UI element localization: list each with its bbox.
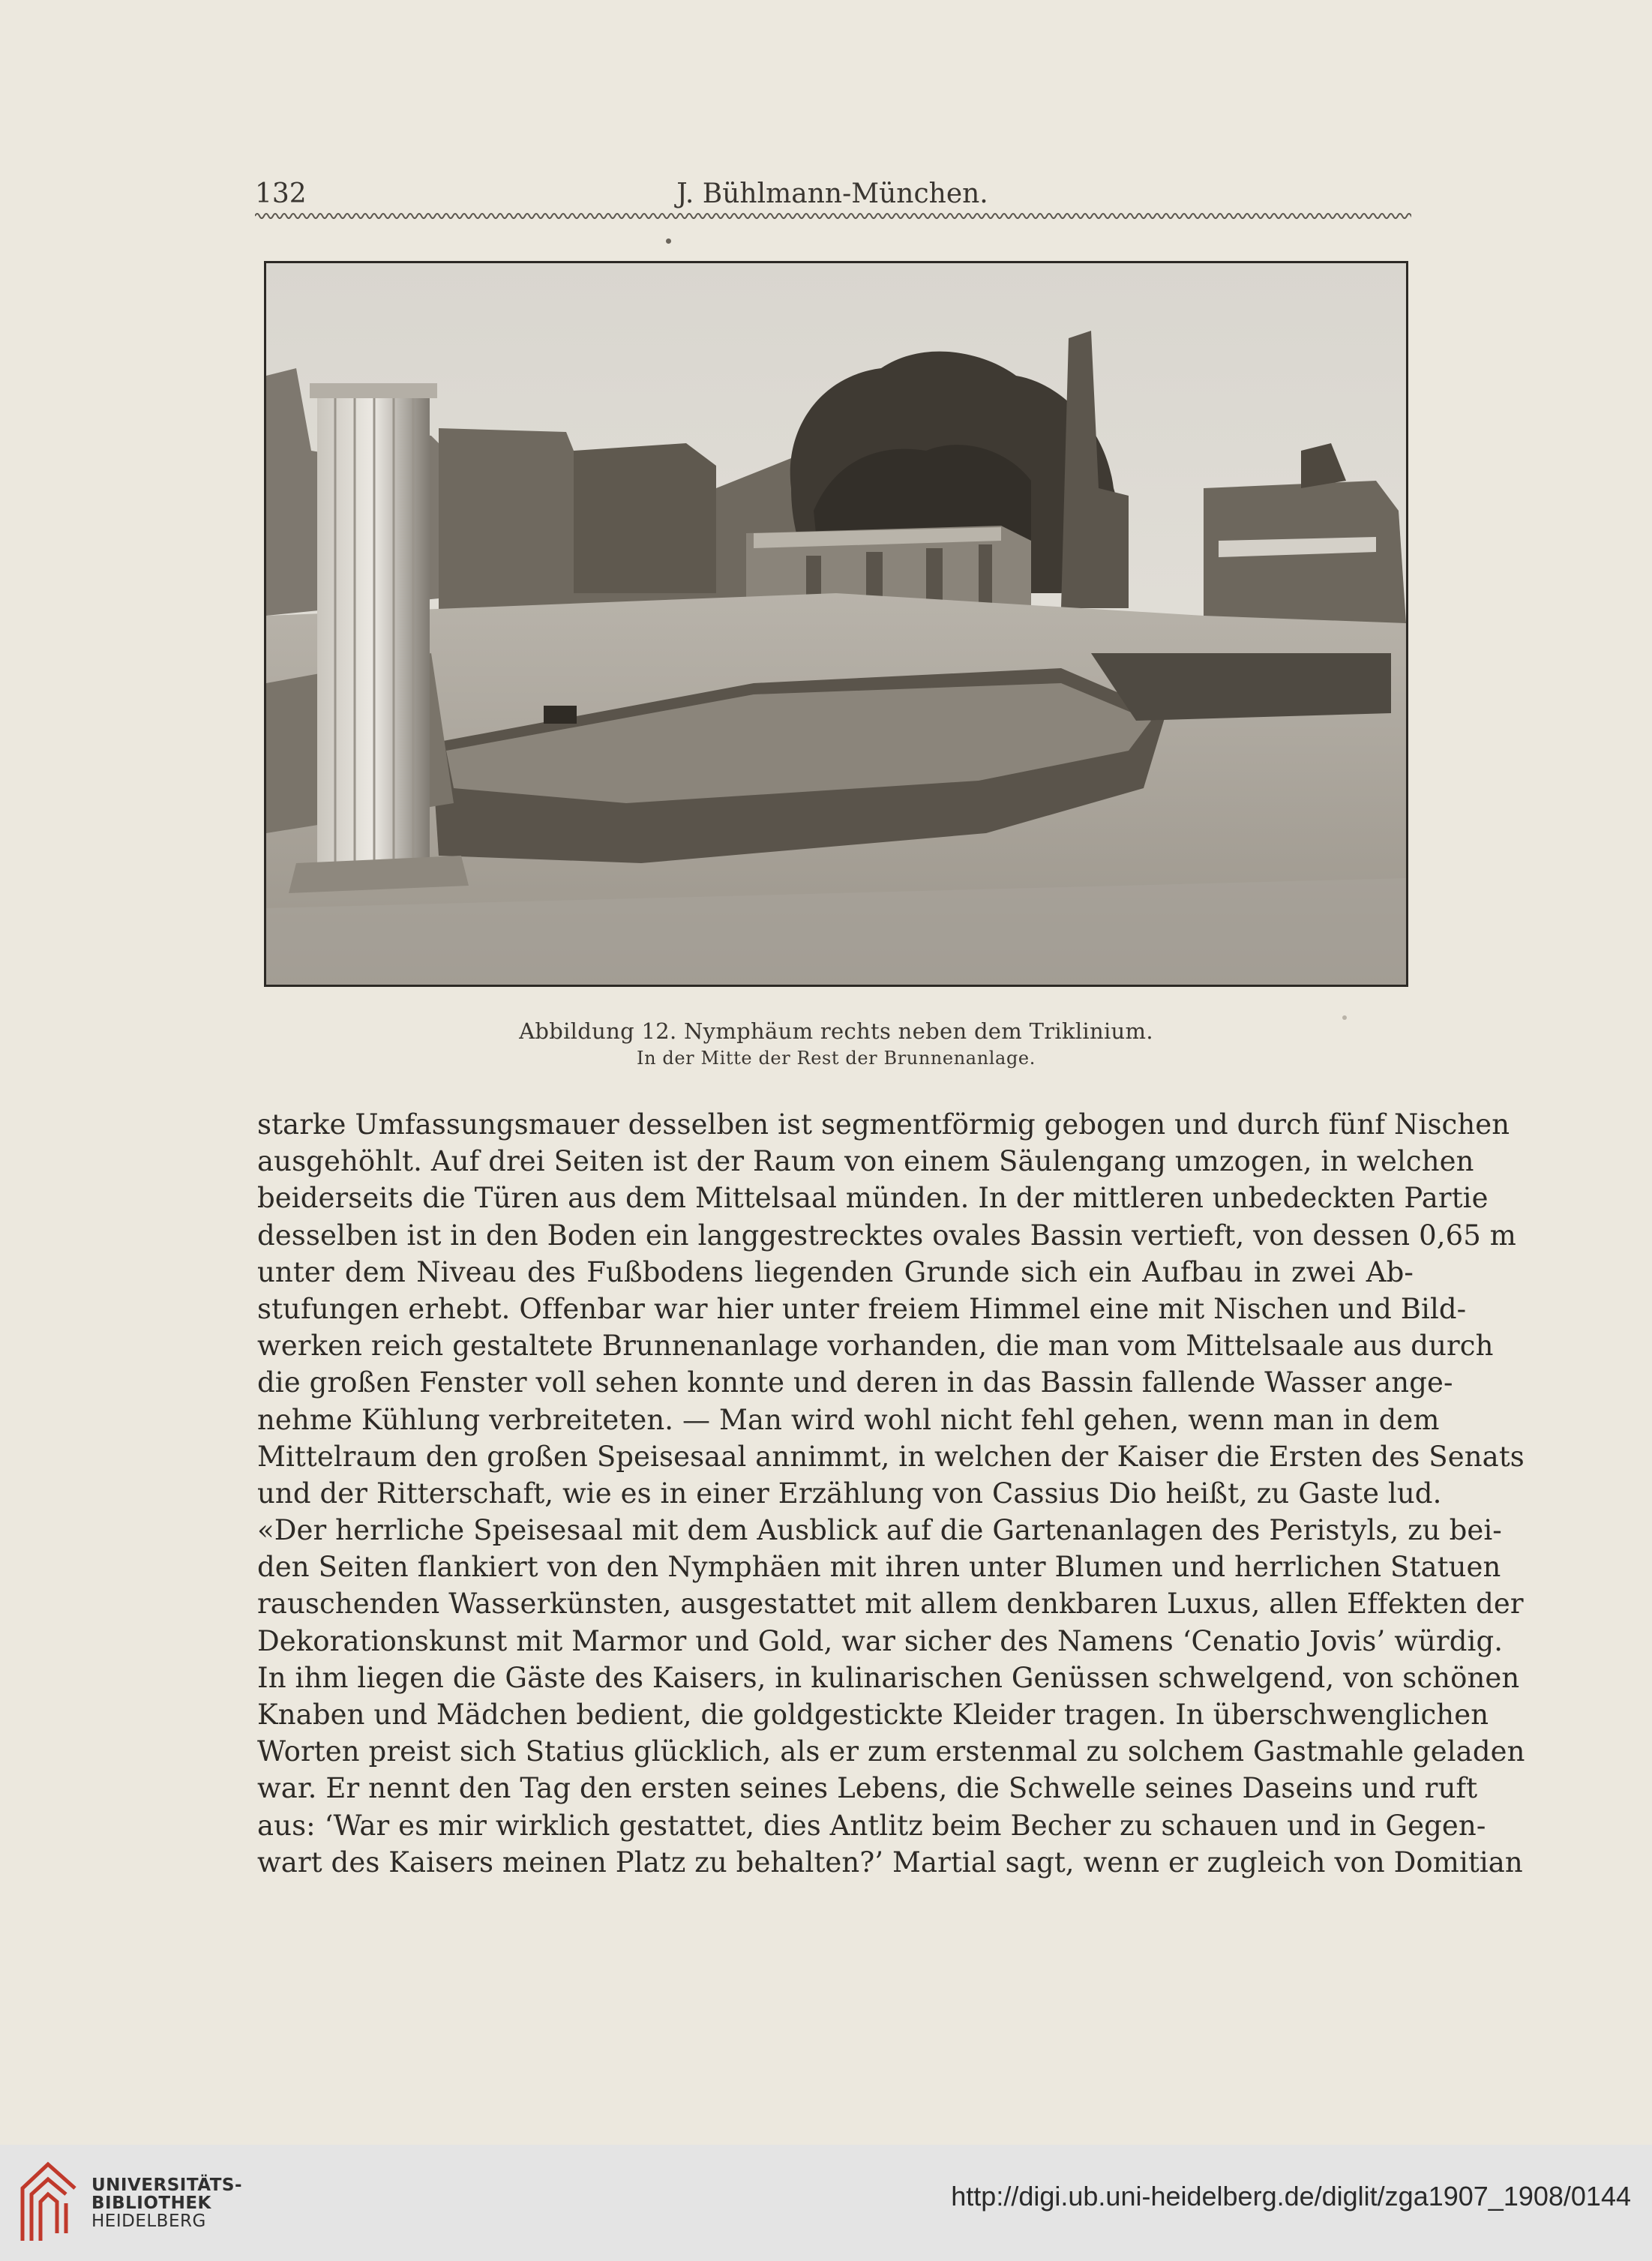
- caption-subtitle: In der Mitte der Rest der Brunnenanlage.: [637, 1048, 1036, 1069]
- text-line: war. Er nennt den Tag den ersten seines Lebens, die Schwelle seines Daseins und ruft: [257, 1772, 1478, 1805]
- library-name-line2: BIBLIOTHEK: [91, 2194, 211, 2213]
- library-name-line1: UNIVERSITÄTS-: [91, 2176, 243, 2195]
- text-line: In ihm liegen die Gäste des Kaisers, in kulinarischen Genüssen schwelgend, von schönen: [257, 1661, 1520, 1694]
- text-line: starke Umfassungsmauer desselben ist segmentförmig gebogen und durch fünf Nischen: [257, 1108, 1510, 1141]
- text-line: den Seiten flankiert von den Nymphäen mit ihren unter Blumen und herrlichen Statuen: [257, 1551, 1501, 1584]
- page-number: 132: [255, 178, 307, 209]
- text-line: Knaben und Mädchen bedient, die goldgestickte Kleider tragen. In überschwenglichen: [257, 1699, 1489, 1731]
- text-line: ausgehöhlt. Auf drei Seiten ist der Raum von einem Säulengang umzogen, in welchen: [257, 1145, 1474, 1178]
- text-line: nehme Kühlung verbreiteten. — Man wird wohl nicht fehl gehen, wenn man in dem: [257, 1403, 1440, 1436]
- text-line: desselben ist in den Boden ein langgestrecktes ovales Bassin vertieft, von dessen 0,65 m: [257, 1219, 1516, 1252]
- text-line: stufungen erhebt. Offenbar war hier unter freiem Himmel eine mit Nischen und Bild-: [257, 1292, 1467, 1325]
- text-line: Mittelraum den großen Speisesaal annimmt, in welchen der Kaiser die Ersten des Senats: [257, 1440, 1525, 1473]
- library-name: [91, 2176, 242, 2230]
- text-line: werken reich gestaltete Brunnenanlage vorhanden, die man vom Mittelsaale aus durch: [257, 1330, 1494, 1363]
- text-line: beiderseits die Türen aus dem Mittelsaal münden. In der mittleren unbedeckten Partie: [257, 1182, 1489, 1215]
- body-paragraph: [257, 1106, 1525, 1881]
- ink-speck: [666, 238, 671, 244]
- text-line: unter dem Niveau des Fußbodens liegenden Grunde sich ein Aufbau in zwei Ab-: [257, 1255, 1414, 1288]
- text-line: aus: ʻWar es mir wirklich gestattet, dies Antlitz beim Becher zu schauen und in Gegen-: [257, 1809, 1486, 1842]
- source-url-link[interactable]: http://digi.ub.uni-heidelberg.de/diglit/zga1907_1908/0144: [951, 2181, 1631, 2212]
- text-line: Dekorationskunst mit Marmor und Gold, war sicher des Namens ʻCenatio Jovis’ würdig.: [257, 1624, 1504, 1657]
- library-logo-icon: [18, 2158, 79, 2245]
- text-line: «Der herrliche Speisesaal mit dem Ausblick auf die Gartenanlagen des Peristyls, zu bei-: [257, 1514, 1502, 1547]
- ruins-photo: [266, 263, 1406, 985]
- text-line: Worten preist sich Statius glücklich, als er zum erstenmal zu solchem Gastmahle geladen: [257, 1735, 1525, 1768]
- text-line: die großen Fenster voll sehen konnte und deren in das Bassin fallende Wasser ange-: [257, 1366, 1453, 1399]
- library-name-line3: HEIDELBERG: [91, 2212, 206, 2231]
- header-wavy-rule: [255, 210, 1411, 222]
- caption-title: Abbildung 12. Nymphäum rechts neben dem Triklinium.: [519, 1018, 1153, 1044]
- running-title: J. Bühlmann-München.: [676, 178, 988, 209]
- figure-photograph: [264, 261, 1408, 987]
- text-line: rauschenden Wasserkünsten, ausgestattet mit allem denkbaren Luxus, allen Effekten der: [257, 1588, 1524, 1621]
- figure-caption: [264, 1017, 1408, 1071]
- text-line: und der Ritterschaft, wie es in einer Erzählung von Cassius Dio heißt, zu Gaste lud.: [257, 1477, 1442, 1510]
- text-line: wart des Kaisers meinen Platz zu behalten?’ Martial sagt, wenn er zugleich von Domitian: [257, 1846, 1523, 1879]
